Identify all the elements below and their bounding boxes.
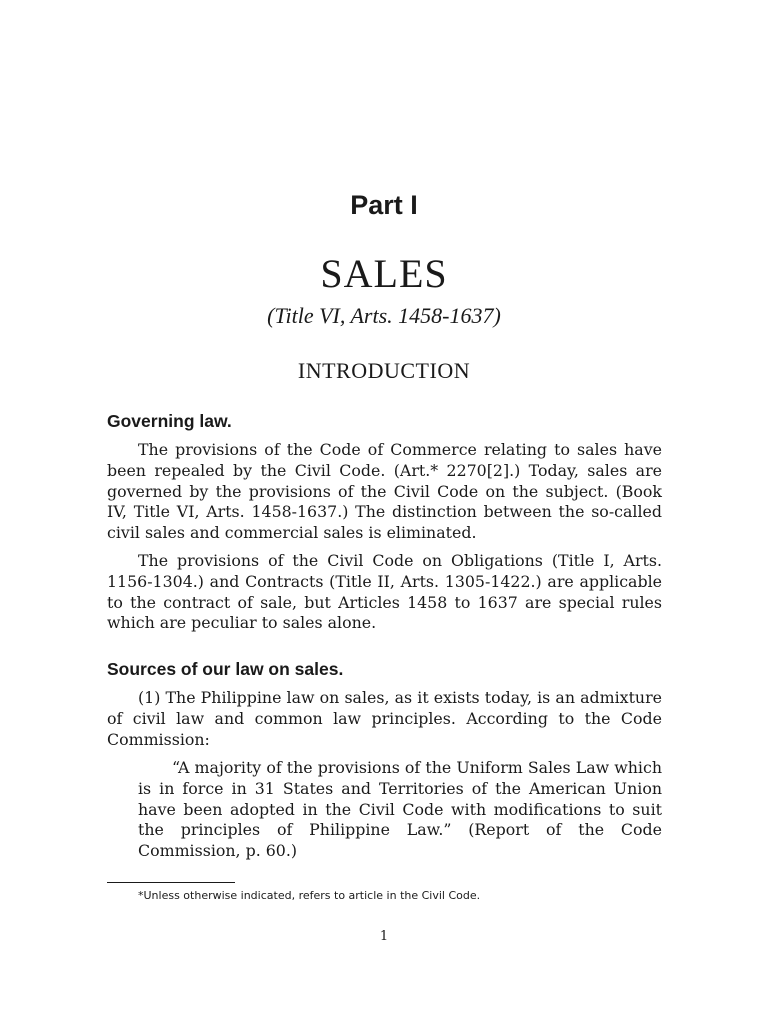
section-heading-sources: Sources of our law on sales. xyxy=(107,659,344,679)
page-number: 1 xyxy=(379,929,389,944)
paragraph: The provisions of the Code of Commerce relating to sales have been repealed by the Civil Code. (Art.* 2270[2].) Today, sales are governed by the provisions of the Civil Code on the subject. (Book IV, Title VI, Arts. 1458-1637.) The distinction between the so-called civil sales and commercial sales is eliminated. xyxy=(107,440,662,543)
paragraph: (1) The Philippine law on sales, as it exists today, is an admixture of civil law and common law principles. According to the Code Commission: xyxy=(107,688,662,749)
section-heading-governing-law: Governing law. xyxy=(107,411,232,431)
footnote: *Unless otherwise indicated, refers to article in the Civil Code. xyxy=(138,889,481,902)
title-subtitle: (Title VI, Arts. 1458-1637) xyxy=(267,303,501,328)
footnote-divider xyxy=(107,882,235,883)
block-quote: “A majority of the provisions of the Uniform Sales Law which is in force in 31 States and Territories of the American Union have been adopted in the Civil Code with modifications to suit the principles of Philippine Law.” (Report of the Code Commission, p. 60.) xyxy=(138,758,662,861)
part-heading: Part I xyxy=(350,190,418,220)
introduction-heading: INTRODUCTION xyxy=(297,358,471,383)
page-title: SALES xyxy=(320,251,448,296)
paragraph: The provisions of the Civil Code on Obligations (Title I, Arts. 1156-1304.) and Contracts (Title II, Arts. 1305-1422.) are applicable to the contract of sale, but Articles 1458 to 1637 are special rules which are peculiar to sales alone. xyxy=(107,551,662,633)
